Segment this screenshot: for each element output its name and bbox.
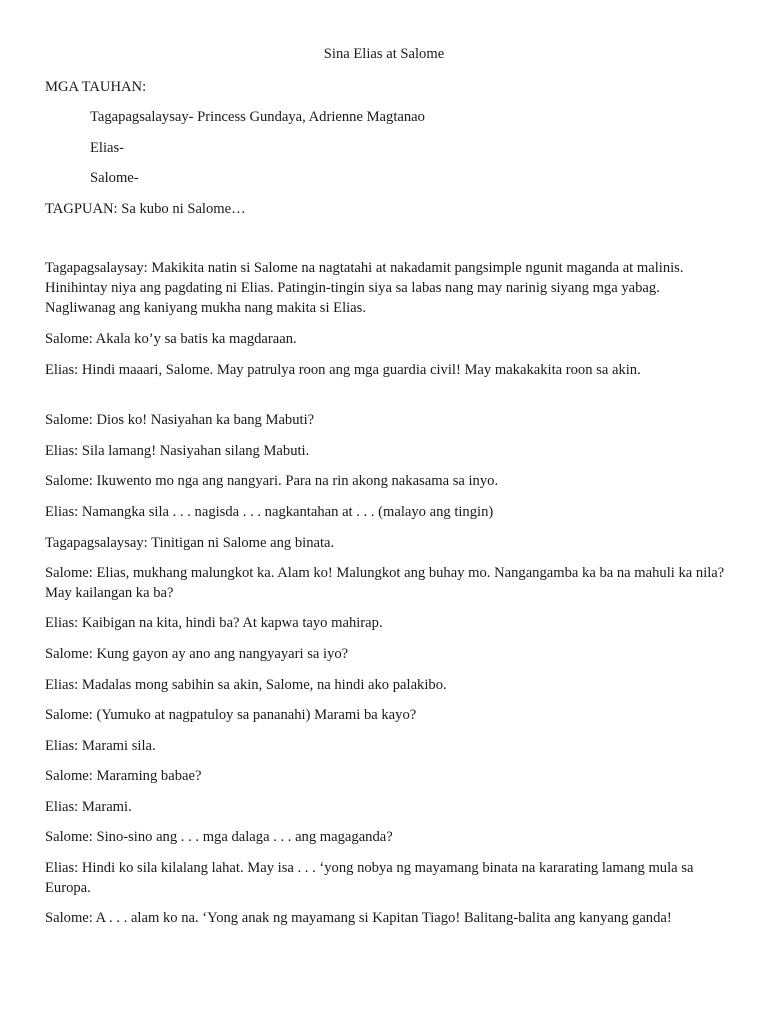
dialogue-line: Salome: Elias, mukhang malungkot ka. Alam ko! Malungkot ang buhay mo. Nangangamba ka ba na mahuli ka nila? May kailangan ka ba?	[45, 565, 725, 601]
dialogue-line: Elias: Hindi maaari, Salome. May patrulya roon ang mga guardia civil! May makakakita roon sa akin.	[45, 362, 641, 378]
dialogue-line: Salome: Dios ko! Nasiyahan ka bang Mabuti?	[45, 412, 315, 428]
dialogue-line: Elias: Marami sila.	[45, 738, 156, 754]
document-title: Sina Elias at Salome	[323, 46, 445, 62]
dialogue-line: Salome: Akala ko’y sa batis ka magdaraan.	[45, 331, 297, 347]
character-narrator: Tagapagsalaysay- Princess Gundaya, Adrienne Magtanao	[90, 109, 425, 125]
dialogue-line: Salome: Sino-sino ang . . . mga dalaga . . . ang magaganda?	[45, 829, 393, 845]
dialogue-line: Elias: Hindi ko sila kilalang lahat. May isa . . . ‘yong nobya ng mayamang binata na kararating lamang mula sa Europa.	[45, 860, 694, 896]
dialogue-line: Salome: Ikuwento mo nga ang nangyari. Para na rin akong nakasama sa inyo.	[45, 473, 499, 489]
dialogue-line: Elias: Marami.	[45, 799, 132, 815]
dialogue-line: Elias: Kaibigan na kita, hindi ba? At kapwa tayo mahirap.	[45, 615, 383, 631]
dialogue-line: Salome: A . . . alam ko na. ‘Yong anak ng mayamang si Kapitan Tiago! Balitang-balita ang kanyang ganda!	[45, 910, 672, 926]
dialogue-line: Elias: Namangka sila . . . nagisda . . . nagkantahan at . . . (malayo ang tingin)	[45, 504, 494, 520]
dialogue-line: Salome: (Yumuko at nagpatuloy sa pananahi) Marami ba kayo?	[45, 707, 417, 723]
setting-line: TAGPUAN: Sa kubo ni Salome…	[45, 201, 246, 217]
dialogue-line: Tagapagsalaysay: Makikita natin si Salome na nagtatahi at nakadamit pangsimple ngunit maganda at malinis. Hinihintay niya ang pagdating ni Elias. Patingin-tingin siya sa labas nang may narinig siyang mga yabag. Nagliwanag ang kaniyang mukha nang makita si Elias.	[45, 260, 684, 316]
dialogue-line: Elias: Madalas mong sabihin sa akin, Salome, na hindi ako palakibo.	[45, 677, 447, 693]
dialogue-line: Elias: Sila lamang! Nasiyahan silang Mabuti.	[45, 443, 310, 459]
characters-heading: MGA TAUHAN:	[45, 79, 147, 95]
dialogue-line: Tagapagsalaysay: Tinitigan ni Salome ang binata.	[45, 535, 335, 551]
character-elias: Elias-	[90, 140, 125, 156]
dialogue-line: Salome: Kung gayon ay ano ang nangyayari sa iyo?	[45, 646, 349, 662]
character-salome: Salome-	[90, 170, 139, 186]
dialogue-line: Salome: Maraming babae?	[45, 768, 202, 784]
